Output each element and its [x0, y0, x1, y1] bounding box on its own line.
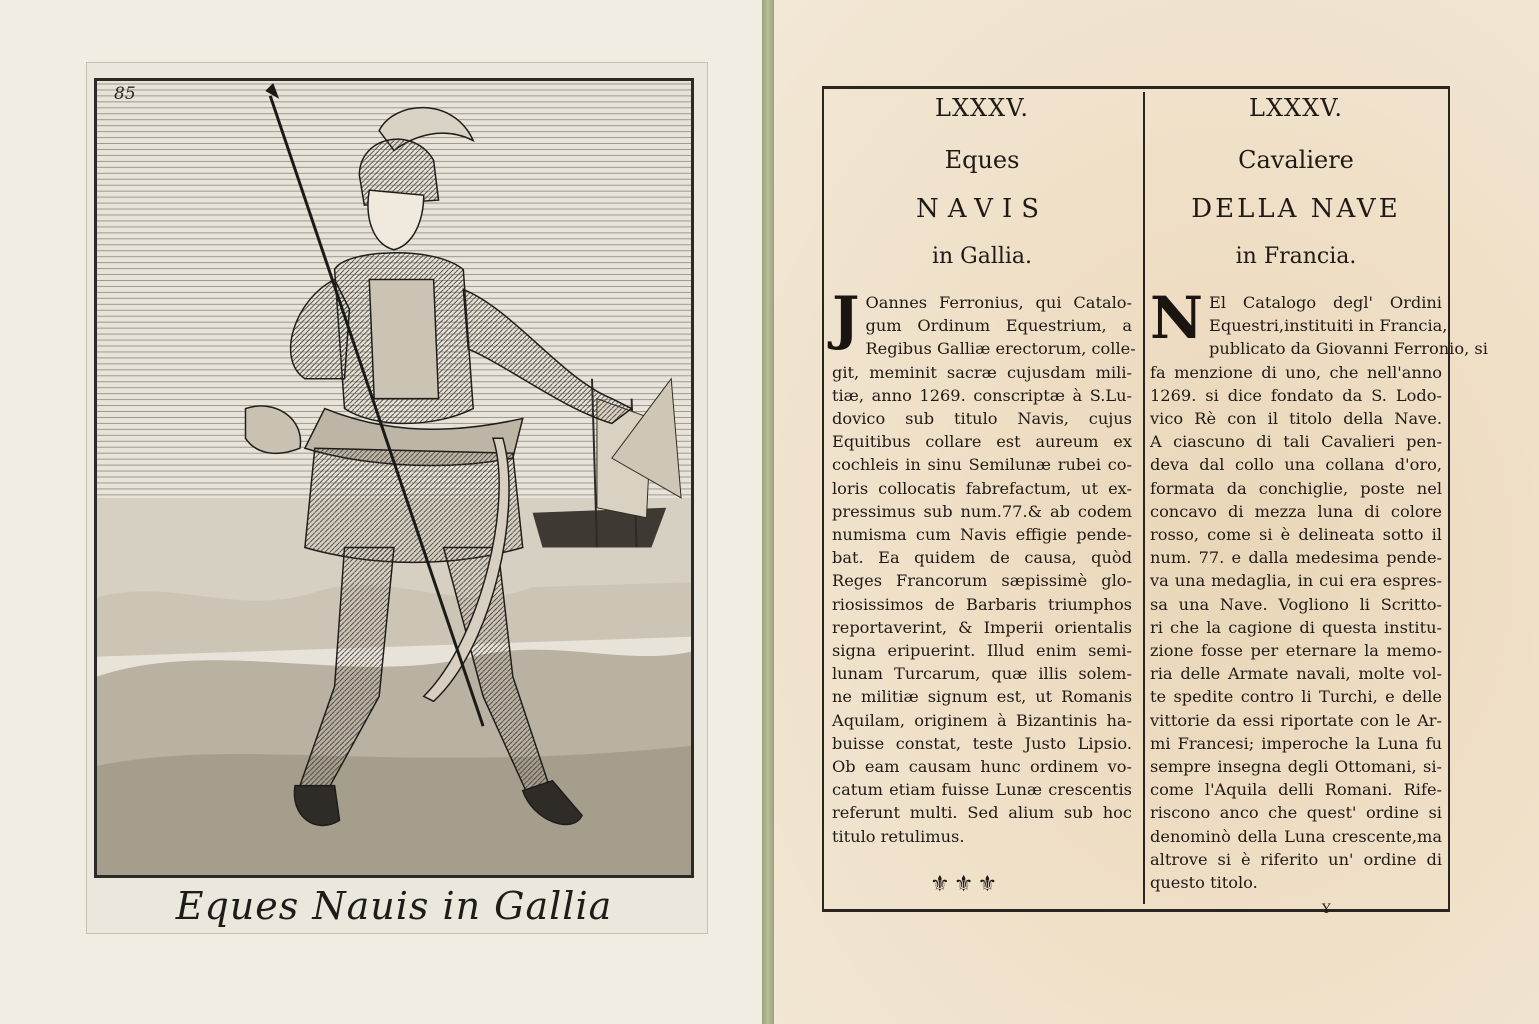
text-line: come l'Aquila delli Romani. Rife-	[1150, 780, 1442, 800]
text-line: A ciascuno di tali Cavalieri pen-	[1150, 432, 1442, 452]
text-line: zione fosse per eternare la memo-	[1150, 641, 1442, 661]
text-line: vico Rè con il titolo della Nave.	[1150, 409, 1442, 429]
text-line: ne militiæ signum est, ut Romanis	[832, 687, 1132, 707]
latin-body-text	[832, 284, 1136, 848]
text-line: riosissimos de Barbaris triumphos	[832, 594, 1132, 614]
text-line: reportaverint, & Imperii orientalis	[832, 617, 1132, 637]
text-line: questo titolo.	[1150, 873, 1258, 893]
text-line: Equestri,instituiti in Francia,	[1209, 316, 1448, 336]
knight-engraving	[97, 81, 691, 875]
text-line: Oannes Ferronius, qui Catalo-	[865, 293, 1132, 312]
text-line: ri che la cagione di questa institu-	[1150, 617, 1442, 637]
text-line: numisma cum Navis effigie pende-	[832, 525, 1132, 545]
text-line: concavo di mezza luna di colore	[1150, 501, 1442, 521]
chapter-numeral: LXXXV.	[935, 94, 1029, 122]
text-line: Aquilam, originem à Bizantinis ha-	[832, 710, 1132, 730]
text-line: sa una Nave. Vogliono li Scritto-	[1150, 594, 1442, 614]
text-line: sempre insegna degli Ottomani, si-	[1150, 757, 1442, 777]
text-line: signa eripuerint. Illud enim semi-	[832, 641, 1132, 661]
text-line: 1269. si dice fondato da S. Lodo-	[1150, 385, 1442, 405]
text-line: vittorie da essi riportate con le Ar-	[1150, 710, 1442, 730]
order-place: in Gallia.	[931, 244, 1033, 269]
text-line: num. 77. e dalla medesima pende-	[1150, 548, 1442, 568]
text-line: El Catalogo degl' Ordini	[1209, 293, 1442, 312]
text-line: cochleis in sinu Semilunæ rubei co-	[832, 455, 1132, 475]
text-line: riscono anco che quest' ordine si	[1150, 803, 1442, 823]
order-name: NAVIS	[915, 194, 1049, 224]
order-title: Cavaliere	[1238, 146, 1354, 174]
text-line: altrove si è riferito un' ordine di	[1150, 849, 1442, 869]
order-name: DELLA NAVE	[1191, 194, 1401, 224]
engraving-caption: Eques Nauis in Gallia	[175, 884, 613, 928]
text-line: rosso, come si è delineata sotto il	[1150, 525, 1442, 545]
text-line: titulo retulimus.	[832, 826, 965, 846]
text-line: pressimus sub num.77.& ab codem	[832, 501, 1132, 521]
text-line: formata da conchiglie, poste nel	[1150, 478, 1442, 498]
text-line: fa menzione di uno, che nell'anno	[1150, 362, 1442, 382]
text-line: tiæ, anno 1269. conscriptæ à S.Lu-	[832, 385, 1132, 405]
text-line: referunt multi. Sed alium sub hoc	[832, 803, 1132, 823]
text-line: ria delle Armate navali, molte vol-	[1150, 664, 1442, 684]
text-line: mi Francesi; imperoche la Luna fu	[1150, 733, 1442, 753]
text-line: bat. Ea quidem de causa, quòd	[832, 548, 1132, 568]
engraving-illustration	[94, 78, 694, 878]
text-line: git, meminit sacræ cujusdam mili-	[832, 362, 1132, 382]
italian-column	[1150, 92, 1488, 894]
drop-cap: N	[1150, 284, 1204, 352]
chapter-numeral: LXXXV.	[1249, 94, 1343, 122]
text-line: dovico sub titulo Navis, cujus	[832, 409, 1132, 429]
text-line: publicato da Giovanni Ferronio, si	[1209, 339, 1488, 359]
text-line: catum etiam fuisse Lunæ crescentis	[832, 780, 1132, 800]
latin-column	[832, 92, 1136, 848]
fleur-de-lis-ornament: ⚜⚜⚜	[930, 872, 1002, 897]
text-line: Ob eam causam hunc ordinem vo-	[832, 757, 1132, 777]
text-line: loris collocatis fabrefactum, ut ex-	[832, 478, 1132, 498]
text-line: denominò della Luna crescente,ma	[1150, 826, 1442, 846]
text-line: va una medaglia, in cui era espres-	[1150, 571, 1442, 591]
text-line: gum Ordinum Equestrium, a	[865, 316, 1132, 336]
text-line: te spedite contro li Turchi, e delle	[1150, 687, 1442, 707]
signature-mark: Y	[1322, 902, 1331, 917]
column-divider	[1143, 92, 1145, 904]
text-line: lunam Turcarum, quæ illis solem-	[832, 664, 1132, 684]
book-gutter	[762, 0, 774, 1024]
order-place: in Francia.	[1235, 244, 1357, 269]
text-line: Regibus Galliæ erectorum, colle-	[865, 339, 1136, 359]
text-line: buisse constat, teste Justo Lipsio.	[832, 733, 1132, 753]
text-line: deva dal collo una collana d'oro,	[1150, 455, 1442, 475]
drop-cap: J	[832, 284, 860, 352]
text-line: Reges Francorum sæpissimè glo-	[832, 571, 1132, 591]
italian-body-text	[1150, 284, 1488, 894]
plate-number: 85	[114, 84, 136, 104]
text-line: Equitibus collare est aureum ex	[832, 432, 1132, 452]
order-title: Eques	[944, 146, 1020, 174]
